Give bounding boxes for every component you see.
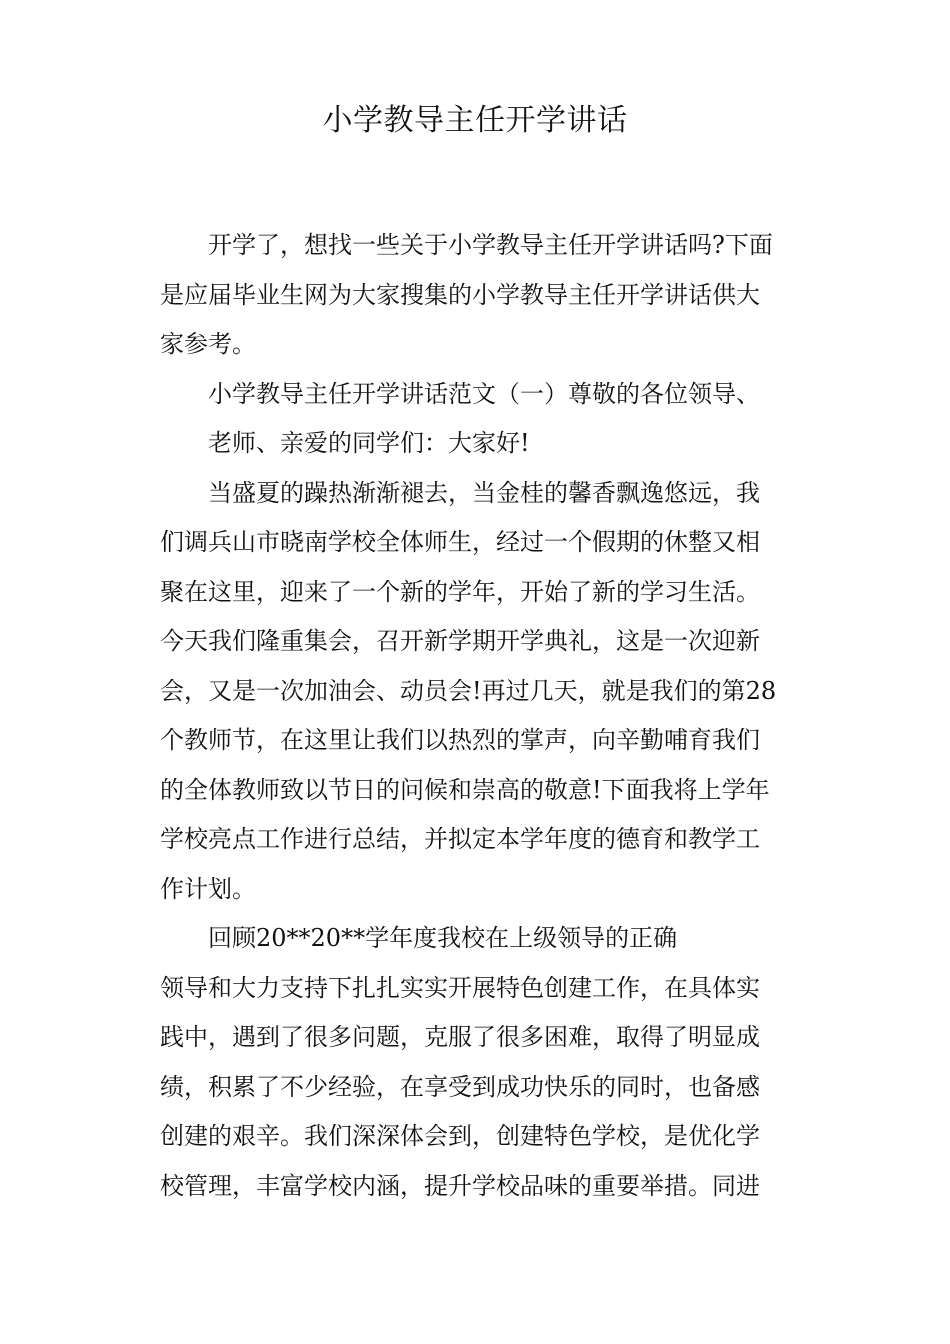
text-line: 个教师节，在这里让我们以热烈的掌声，向辛勤哺育我们 — [160, 726, 760, 754]
text-line: 当盛夏的躁热渐渐褪去，当金桂的馨香飘逸悠远，我 — [208, 478, 760, 507]
text-line: 开学了，想找一些关于小学教导主任开学讲话吗?下面 — [208, 231, 773, 259]
text-line: 是应届毕业生网为大家搜集的小学教导主任开学讲话供大 — [160, 280, 760, 309]
text-line: 聚在这里，迎来了一个新的学年，开始了新的学习生活。 — [160, 577, 760, 606]
text-line: 会，又是一次加油会、动员会!再过几天，就是我们的第28 — [160, 676, 777, 705]
document-title: 小学教导主任开学讲话 — [322, 103, 628, 138]
text-line: 践中，遇到了很多问题，克服了很多困难，取得了明显成 — [160, 1023, 760, 1051]
text-line: 回顾20**20**学年度我校在上级领导的正确 — [208, 924, 678, 952]
text-line: 绩，积累了不少经验，在享受到成功快乐的同时，也备感 — [160, 1072, 760, 1101]
text-line: 们调兵山市晓南学校全体师生，经过一个假期的休整又相 — [160, 528, 760, 556]
document-body — [160, 221, 800, 1211]
text-line: 老师、亲爱的同学们：大家好! — [208, 429, 530, 457]
text-line: 的全体教师致以节日的问候和崇高的敬意!下面我将上学年 — [160, 775, 770, 804]
text-line: 小学教导主任开学讲话范文（一）尊敬的各位领导、 — [208, 379, 760, 408]
text-line: 校管理，丰富学校内涵，提升学校品味的重要举措。同进 — [160, 1171, 760, 1200]
text-line: 作计划。 — [160, 874, 256, 903]
text-line: 家参考。 — [160, 330, 256, 358]
text-line: 领导和大力支持下扎扎实实开展特色创建工作，在具体实 — [160, 973, 760, 1002]
text-line: 学校亮点工作进行总结，并拟定本学年度的德育和教学工 — [160, 825, 760, 853]
text-line: 创建的艰辛。我们深深体会到，创建特色学校，是优化学 — [160, 1122, 760, 1150]
text-line: 今天我们隆重集会，召开新学期开学典礼，这是一次迎新 — [160, 627, 760, 655]
